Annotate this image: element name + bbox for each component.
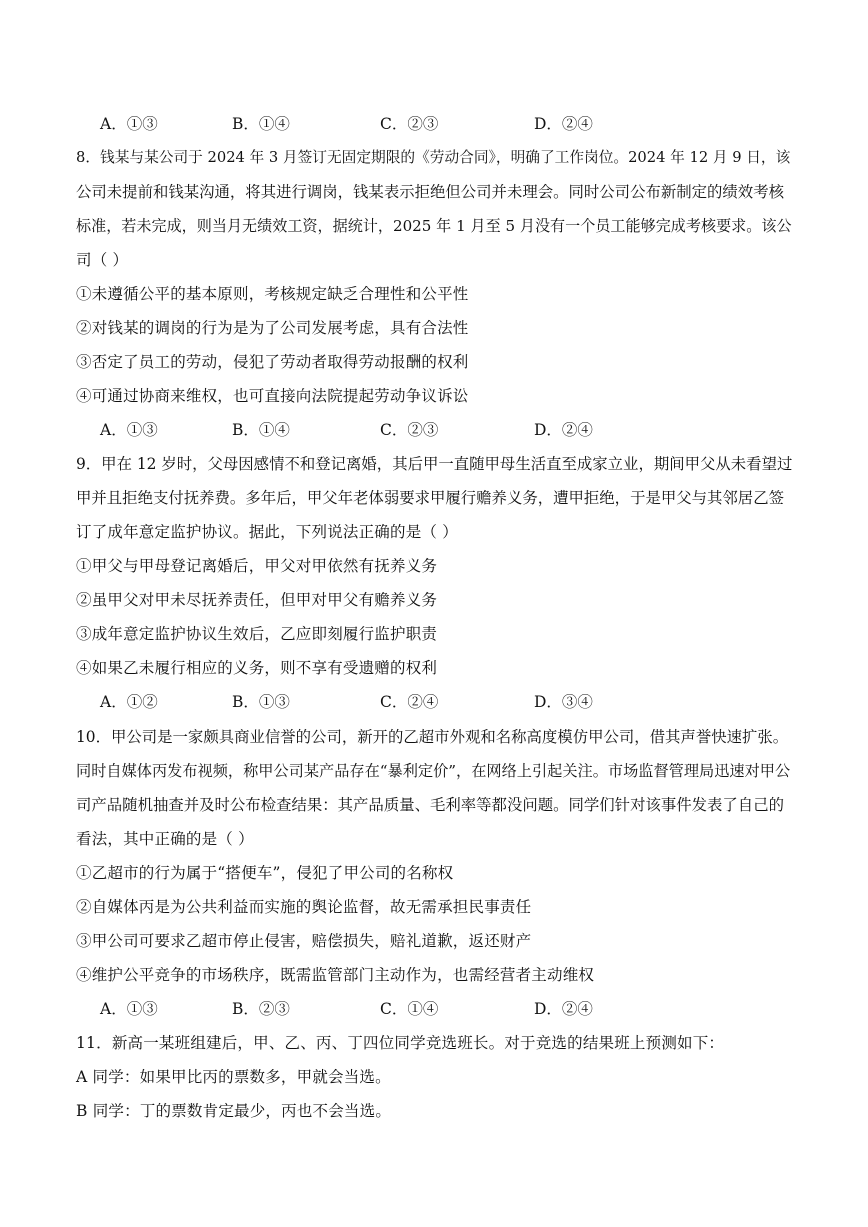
q9-statement: ②虽甲父对甲未尽抚养责任，但甲对甲父有赡养义务 [76,591,438,609]
q8-option-a[interactable]: A．①③ [100,421,158,439]
q7-options [100,114,720,134]
q10-option-b[interactable]: B．②③ [232,1000,290,1018]
q11-statement: B 同学：丁的票数肯定最少，丙也不会当选。 [76,1102,392,1120]
q10-statement: ①乙超市的行为属于“搭便车”，侵犯了甲公司的名称权 [76,864,454,882]
q10-option-d[interactable]: D．②④ [534,1000,593,1018]
q10-option-a[interactable]: A．①③ [100,1000,158,1018]
q9-option-d[interactable]: D．③④ [534,693,593,711]
q8-stem-line: 公司未提前和钱某沟通，将其进行调岗，钱某表示拒绝但公司并未理会。同时公司公布新制定的绩效考核 [76,183,784,201]
q10-stem-line: 10．甲公司是一家颇具商业信誉的公司，新开的乙超市外观和名称高度模仿甲公司，借其声誉快速扩张。 [76,728,789,746]
q9-option-a[interactable]: A．①② [100,693,158,711]
q10-statement: ③甲公司可要求乙超市停止侵害，赔偿损失，赔礼道歉，返还财产 [76,932,532,950]
q8-statement: ①未遵循公平的基本原则，考核规定缺乏合理性和公平性 [76,285,469,303]
q10-statement: ②自媒体丙是为公共利益而实施的舆论监督，故无需承担民事责任 [76,898,532,916]
q10-stem-line: 司产品随机抽查并及时公布检查结果：其产品质量、毛利率等都没问题。同学们针对该事件发表了自己的 [76,796,784,814]
q10-option-c[interactable]: C．①④ [380,1000,439,1018]
q9-statement: ④如果乙未履行相应的义务，则不享有受遗赠的权利 [76,659,438,677]
q8-options [100,420,720,440]
q7-option-b[interactable]: B．①④ [232,115,290,133]
q8-statement: ④可通过协商来维权，也可直接向法院提起劳动争议诉讼 [76,387,469,405]
q8-stem-line: 标准，若未完成，则当月无绩效工资，据统计，2025 年 1 月至 5 月没有一个员工能够完成考核要求。该公 [76,217,792,235]
q7-option-d[interactable]: D．②④ [534,115,593,133]
q9-options [100,692,720,712]
q8-option-c[interactable]: C．②③ [380,421,439,439]
q7-option-c[interactable]: C．②③ [380,115,439,133]
q9-stem-line: 9．甲在 12 岁时，父母因感情不和登记离婚，其后甲一直随甲母生活直至成家立业，期间甲父从未看望过 [76,455,793,473]
q8-statement: ②对钱某的调岗的行为是为了公司发展考虑，具有合法性 [76,319,469,337]
q8-stem-line: 8．钱某与某公司于 2024 年 3 月签订无固定期限的《劳动合同》，明确了工作岗位。2024 年 12 月 9 日，该 [76,149,791,166]
q10-options [100,999,720,1019]
q10-stem-line: 同时自媒体丙发布视频，称甲公司某产品存在“暴利定价”，在网络上引起关注。市场监督管理局迅速对甲公 [76,762,791,780]
q8-option-d[interactable]: D．②④ [534,421,593,439]
q9-option-c[interactable]: C．②④ [380,693,439,711]
q9-statement: ③成年意定监护协议生效后，乙应即刻履行监护职责 [76,625,438,643]
q7-option-a[interactable]: A．①③ [100,115,158,133]
q11-stem-line: 11．新高一某班组建后，甲、乙、丙、丁四位同学竞选班长。对于竞选的结果班上预测如下： [76,1034,725,1052]
q9-stem-line: 订了成年意定监护协议。据此，下列说法正确的是（ ） [76,523,458,541]
q11-statement: A 同学：如果甲比丙的票数多，甲就会当选。 [76,1068,391,1086]
q9-stem-line: 甲并且拒绝支付抚养费。多年后，甲父年老体弱要求甲履行赡养义务，遭甲拒绝，于是甲父与其邻居乙签 [76,489,784,507]
q9-statement: ①甲父与甲母登记离婚后，甲父对甲依然有抚养义务 [76,557,438,575]
q8-statement: ③否定了员工的劳动，侵犯了劳动者取得劳动报酬的权利 [76,353,469,371]
q10-statement: ④维护公平竞争的市场秩序，既需监管部门主动作为，也需经营者主动维权 [76,966,595,984]
q8-stem-line: 司（ ） [76,251,129,269]
q9-option-b[interactable]: B．①③ [232,693,290,711]
q10-stem-line: 看法，其中正确的是（ ） [76,830,254,848]
q8-option-b[interactable]: B．①④ [232,421,290,439]
